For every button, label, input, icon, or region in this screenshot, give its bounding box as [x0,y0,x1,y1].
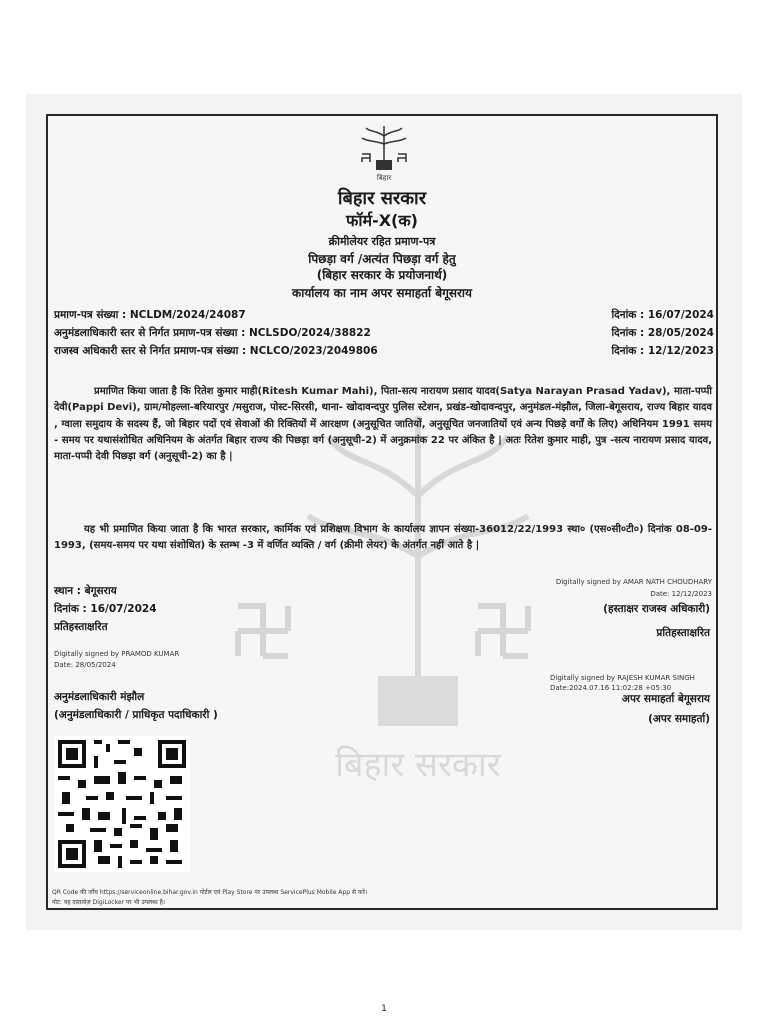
scanned-paper [26,94,742,930]
watermark-swastik-left [228,596,298,666]
certificate-type: क्रीमीलेयर रहित प्रमाण-पत्र [328,235,436,248]
footer-qr-note: QR Code की जाँच https://serviceonline.bihar.gov.in पोर्टल एवं Play Store पर उपलब्ध ServicePlus Mobile App से करें। [52,889,368,896]
adm-digital-signature: Digitally signed by RAJESH KUMAR SINGH [550,674,695,682]
adm-signature-date: Date:2024.07.16 11:02:28 +05:30 [550,684,672,692]
certification-paragraph-2: यह भी प्रमाणित किया जाता है कि भारत सरकार, कार्मिक एवं प्रशिक्षण विभाग के कार्यालय ज्ञापन संख्या-36012/22/1993 स्था० (एस०सी०टी०) दिनांक 08-09-1993, (समय-समय पर यथा संशोधित) के स्तम्भ -3 में वर्णित व्यक्ति / वर्ग (क्रीमी लेयर) के अंतर्गत नहीं आते है | [54,524,712,552]
footer-digilocker-note: नोट: यह दस्तावेज़ DigiLocker पर भी उपलब्ध है। [52,899,166,906]
certificate-number: प्रमाण-पत्र संख्या : NCLDM/2024/24087 [54,309,246,321]
place-date: दिनांक : 16/07/2024 [54,603,157,615]
form-title: फॉर्म-X(क) [346,211,418,230]
place-countersigned: प्रतिहस्ताक्षरित [54,621,108,633]
sdo-role: (अनुमंडलाधिकारी / प्राधिकृत पदाधिकारी ) [54,709,218,721]
government-title: बिहार सरकार [337,188,427,209]
category-line: पिछड़ा वर्ग /अत्यंत पिछड़ा वर्ग हेतु [308,252,456,266]
emblem-caption: बिहार [376,174,392,182]
sdo-date: दिनांक : 28/05/2024 [611,327,714,339]
certificate-frame [46,114,718,910]
revenue-date: दिनांक : 12/12/2023 [611,345,714,357]
revenue-officer-role: (हस्ताक्षर राजस्व अधिकारी) [603,603,710,615]
office-line: कार्यालय का नाम अपर समाहर्ता बेगूसराय [292,286,472,300]
sdo-number: अनुमंडलाधिकारी स्तर से निर्गत प्रमाण-पत्र संख्या : NCLSDO/2024/38822 [54,327,371,339]
bihar-emblem-icon [356,120,412,184]
revenue-signature-date: Date: 12/12/2023 [650,590,712,598]
revenue-number: राजस्व अधिकारी स्तर से निर्गत प्रमाण-पत्र संख्या : NCLCO/2023/2049806 [54,345,378,357]
revenue-digital-signature: Digitally signed by AMAR NATH CHOUDHARY [555,578,712,586]
page-number: 1 [381,1004,387,1014]
certification-paragraph-1: प्रमाणित किया जाता है कि रितेश कुमार माही(Ritesh Kumar Mahi), पिता-सत्य नारायण प्रसाद यादव(Satya Narayan Prasad Yadav), माता-पप्पी देवी(Pappi Devi), ग्राम/मोहल्ला-बरियारपुर /मसुराज, पोस्ट-सिरसी, थाना- खोदावन्दपुर पुलिस स्टेशन, प्रखंड-खोदावन्दपुर, अनुमंडल-मंझौल, जिला-बेगूसराय, राज्य बिहार यादव , ग्वाला समुदाय के सदस्य हैं, जो बिहार पदों एवं सेवाओं की रिक्तियों में आरक्षण (अनुसूचित जातियों, अनुसूचित जनजातियों एवं अन्य पिछड़े वर्गों के लिए) अधिनियम 1991 समय - समय पर यथासंशोधित अधिनियम के अंतर्गत बिहार राज्य की पिछड़ा वर्ग (अनुसूची-2) में अनुक्रमांक 22 पर अंकित है | अतः रितेश कुमार माही, पुत्र -सत्य नारायण प्रसाद यादव, माता-पप्पी देवी पिछड़ा वर्ग (अनुसूची-2) का है | [54,386,712,463]
sdo-signature-date: Date: 28/05/2024 [54,661,116,669]
adm-office: अपर समाहर्ता बेगूसराय [621,693,710,705]
watermark-text: बिहार सरकार [335,745,501,785]
watermark-swastik-right [468,596,538,666]
sdo-office: अनुमंडलाधिकारी मंझौल [54,691,145,703]
purpose-line: (बिहार सरकार के प्रयोजनार्थ) [316,268,448,282]
place-label: स्थान : बेगूसराय [54,585,117,597]
qr-code [54,736,190,872]
sdo-digital-signature: Digitally signed by PRAMOD KUMAR [54,650,180,658]
adm-role: (अपर समाहर्ता) [648,713,710,725]
certificate-date: दिनांक : 16/07/2024 [611,309,714,321]
revenue-countersigned: प्रतिहस्ताक्षरित [656,627,710,639]
